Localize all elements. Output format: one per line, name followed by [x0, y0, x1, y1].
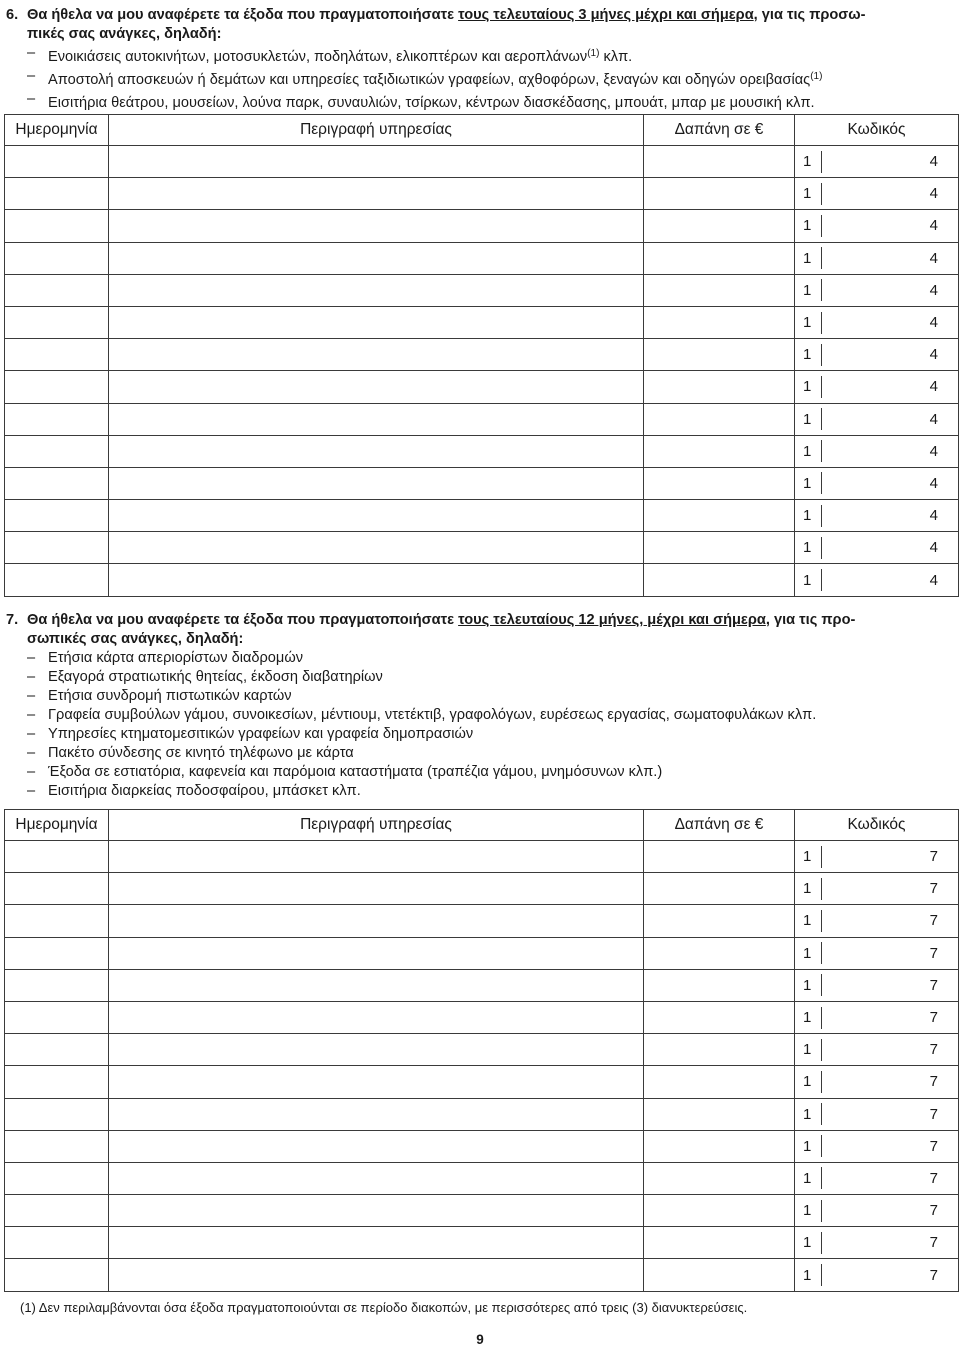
code-cell — [795, 242, 959, 274]
code-last-digit: 7 — [834, 1234, 958, 1251]
description-cell[interactable] — [109, 403, 644, 435]
list-item: – Πακέτο σύνδεσης σε κινητό τηλέφωνο με κάρτα — [27, 744, 956, 763]
list-item: – Ετήσια κάρτα απεριορίστων διαδρομών — [27, 649, 956, 668]
code-cell — [795, 435, 959, 467]
table-row — [5, 1034, 959, 1066]
code-value — [795, 307, 958, 338]
date-cell[interactable] — [5, 1162, 109, 1194]
question-7-heading — [6, 611, 956, 649]
code-last-digit: 4 — [834, 443, 958, 460]
page-number: 9 — [0, 1332, 960, 1347]
cost-cell[interactable] — [644, 242, 795, 274]
date-cell[interactable] — [5, 564, 109, 596]
table-row — [5, 532, 959, 564]
cost-cell[interactable] — [644, 371, 795, 403]
table-row — [5, 403, 959, 435]
header-cost: Δαπάνη σε € — [644, 810, 795, 841]
code-last-digit: 4 — [834, 217, 958, 234]
header-date: Ημερομηνία — [5, 115, 109, 146]
cost-cell[interactable] — [644, 1098, 795, 1130]
description-cell[interactable] — [109, 274, 644, 306]
cost-cell[interactable] — [644, 339, 795, 371]
date-cell[interactable] — [5, 435, 109, 467]
table-row — [5, 969, 959, 1001]
date-cell[interactable] — [5, 274, 109, 306]
table-row — [5, 467, 959, 499]
code-value — [795, 1227, 958, 1258]
question-6-heading — [6, 6, 956, 44]
table-row — [5, 306, 959, 338]
code-first-digit: 1 — [803, 1267, 811, 1284]
code-cell — [795, 841, 959, 873]
code-last-digit: 4 — [834, 539, 958, 556]
code-cell — [795, 532, 959, 564]
code-cell — [795, 1130, 959, 1162]
cost-cell[interactable] — [644, 564, 795, 596]
table-row — [5, 371, 959, 403]
code-last-digit: 4 — [834, 572, 958, 589]
code-first-digit: 1 — [803, 1009, 811, 1026]
date-cell[interactable] — [5, 178, 109, 210]
question-7-lead-line2: σωπικές σας ανάγκες, δηλαδή: — [6, 630, 956, 649]
code-cell — [795, 274, 959, 306]
code-cell — [795, 403, 959, 435]
date-cell[interactable] — [5, 306, 109, 338]
cost-cell[interactable] — [644, 467, 795, 499]
date-cell[interactable] — [5, 1227, 109, 1259]
code-value — [795, 371, 958, 402]
list-item: – Υπηρεσίες κτηματομεσιτικών γραφείων και γραφεία δημοπρασιών — [27, 725, 956, 744]
code-cell — [795, 937, 959, 969]
question-6-lead: Θα ήθελα να μου αναφέρετε τα έξοδα που πραγματοποιήσατε — [27, 7, 458, 23]
code-first-digit: 1 — [803, 1170, 811, 1187]
code-cell — [795, 1066, 959, 1098]
table-row — [5, 274, 959, 306]
list-item: – Εισιτήρια διαρκείας ποδοσφαίρου, μπάσκετ κλπ. — [27, 782, 956, 801]
code-value — [795, 243, 958, 274]
code-last-digit: 4 — [834, 378, 958, 395]
code-cell — [795, 210, 959, 242]
date-cell[interactable] — [5, 1001, 109, 1033]
code-last-digit: 7 — [834, 1009, 958, 1026]
code-cell — [795, 306, 959, 338]
question-6-number: 6. — [6, 6, 27, 25]
code-value — [795, 841, 958, 872]
table-row — [5, 1001, 959, 1033]
description-cell[interactable] — [109, 146, 644, 178]
list-item: – Εξαγορά στρατιωτικής θητείας, έκδοση διαβατηρίων — [27, 668, 956, 687]
date-cell[interactable] — [5, 500, 109, 532]
table-row — [5, 1259, 959, 1291]
cost-cell[interactable] — [644, 1162, 795, 1194]
code-first-digit: 1 — [803, 1106, 811, 1123]
cost-cell[interactable] — [644, 1066, 795, 1098]
question-7 — [6, 611, 956, 801]
question-6 — [6, 6, 956, 113]
code-cell — [795, 500, 959, 532]
table-row — [5, 841, 959, 873]
expenses-table-12-months — [4, 809, 959, 1292]
table-row — [5, 905, 959, 937]
code-last-digit: 4 — [834, 185, 958, 202]
code-last-digit: 7 — [834, 1073, 958, 1090]
list-item: – Αποστολή αποσκευών ή δεμάτων και υπηρεσίες ταξιδιωτικών γραφείων, αχθοφόρων, ξεναγών και οδηγών ορειβασίας$^{(1)}$ — [27, 67, 956, 90]
table-row — [5, 1195, 959, 1227]
date-cell[interactable] — [5, 1195, 109, 1227]
code-first-digit: 1 — [803, 848, 811, 865]
code-last-digit: 4 — [834, 250, 958, 267]
description-cell[interactable] — [109, 1098, 644, 1130]
cost-cell[interactable] — [644, 969, 795, 1001]
description-cell[interactable] — [109, 1227, 644, 1259]
cost-cell[interactable] — [644, 1259, 795, 1291]
table-row — [5, 339, 959, 371]
code-first-digit: 1 — [803, 912, 811, 929]
date-cell[interactable] — [5, 841, 109, 873]
code-cell — [795, 1034, 959, 1066]
code-first-digit: 1 — [803, 185, 811, 202]
description-cell[interactable] — [109, 371, 644, 403]
code-last-digit: 7 — [834, 1106, 958, 1123]
date-cell[interactable] — [5, 403, 109, 435]
date-cell[interactable] — [5, 937, 109, 969]
table-row — [5, 435, 959, 467]
code-first-digit: 1 — [803, 1202, 811, 1219]
table-row — [5, 1066, 959, 1098]
date-cell[interactable] — [5, 1034, 109, 1066]
code-value — [795, 873, 958, 904]
code-first-digit: 1 — [803, 250, 811, 267]
code-value — [795, 468, 958, 499]
description-cell[interactable] — [109, 467, 644, 499]
description-cell[interactable] — [109, 210, 644, 242]
code-value — [795, 970, 958, 1001]
cost-cell[interactable] — [644, 873, 795, 905]
description-cell[interactable] — [109, 1130, 644, 1162]
question-7-number: 7. — [6, 611, 27, 630]
header-code: Κωδικός — [795, 115, 959, 146]
description-cell[interactable] — [109, 841, 644, 873]
description-cell[interactable] — [109, 306, 644, 338]
date-cell[interactable] — [5, 969, 109, 1001]
code-cell — [795, 905, 959, 937]
table-row — [5, 178, 959, 210]
question-6-period: τους τελευταίους 3 μήνες μέχρι και σήμερα — [458, 7, 754, 23]
code-first-digit: 1 — [803, 572, 811, 589]
date-cell[interactable] — [5, 1130, 109, 1162]
code-cell — [795, 1195, 959, 1227]
description-cell[interactable] — [109, 1162, 644, 1194]
table-header-row — [5, 810, 959, 841]
cost-cell[interactable] — [644, 905, 795, 937]
header-description: Περιγραφή υπηρεσίας — [109, 810, 644, 841]
header-code: Κωδικός — [795, 810, 959, 841]
code-cell — [795, 1259, 959, 1291]
cost-cell[interactable] — [644, 1001, 795, 1033]
date-cell[interactable] — [5, 1098, 109, 1130]
description-cell[interactable] — [109, 1066, 644, 1098]
table-row — [5, 500, 959, 532]
footnote-ref: (1) — [810, 71, 822, 82]
table-row — [5, 564, 959, 596]
header-cost: Δαπάνη σε € — [644, 115, 795, 146]
code-value — [795, 1195, 958, 1226]
cost-cell[interactable] — [644, 146, 795, 178]
code-cell — [795, 339, 959, 371]
code-last-digit: 4 — [834, 346, 958, 363]
code-first-digit: 1 — [803, 411, 811, 428]
table-row — [5, 1162, 959, 1194]
code-cell — [795, 969, 959, 1001]
code-first-digit: 1 — [803, 217, 811, 234]
code-cell — [795, 564, 959, 596]
code-value — [795, 938, 958, 969]
code-value — [795, 1163, 958, 1194]
description-cell[interactable] — [109, 242, 644, 274]
cost-cell[interactable] — [644, 178, 795, 210]
code-last-digit: 7 — [834, 945, 958, 962]
cost-cell[interactable] — [644, 210, 795, 242]
description-cell[interactable] — [109, 1034, 644, 1066]
date-cell[interactable] — [5, 1259, 109, 1291]
list-item: – Εισιτήρια θεάτρου, μουσείων, λούνα παρκ, συναυλιών, τσίρκων, κέντρων διασκέδασης, μπουάτ, μπαρ με μουσική κλπ. — [27, 90, 956, 113]
code-first-digit: 1 — [803, 475, 811, 492]
code-value — [795, 146, 958, 177]
code-last-digit: 4 — [834, 507, 958, 524]
description-cell[interactable] — [109, 564, 644, 596]
cost-cell[interactable] — [644, 1130, 795, 1162]
list-item: – Ενοικιάσεις αυτοκινήτων, μοτοσυκλετών, ποδηλάτων, ελικοπτέρων και αεροπλάνων$^{(1)}$ κλπ. — [27, 44, 956, 67]
code-value — [795, 178, 958, 209]
code-cell — [795, 371, 959, 403]
code-last-digit: 4 — [834, 282, 958, 299]
list-item: – Γραφεία συμβούλων γάμου, συνοικεσίων, μέντιουμ, ντετέκτιβ, γραφολόγων, ευρέσεως εργασίας, σωματοφυλάκων κλπ. — [27, 706, 956, 725]
description-cell[interactable] — [109, 178, 644, 210]
code-value — [795, 275, 958, 306]
description-cell[interactable] — [109, 500, 644, 532]
description-cell[interactable] — [109, 1259, 644, 1291]
list-item: – Έξοδα σε εστιατόρια, καφενεία και παρόμοια καταστήματα (τραπέζια γάμου, μνημόσυνων κλπ.) — [27, 763, 956, 782]
code-first-digit: 1 — [803, 507, 811, 524]
code-last-digit: 4 — [834, 153, 958, 170]
question-7-lead-end: , για τις προ- — [766, 612, 856, 628]
code-value — [795, 1131, 958, 1162]
code-value — [795, 1034, 958, 1065]
cost-cell[interactable] — [644, 500, 795, 532]
code-last-digit: 7 — [834, 1138, 958, 1155]
question-6-list — [6, 44, 956, 113]
list-item: – Ετήσια συνδρομή πιστωτικών καρτών — [27, 687, 956, 706]
cost-cell[interactable] — [644, 306, 795, 338]
date-cell[interactable] — [5, 146, 109, 178]
code-first-digit: 1 — [803, 443, 811, 460]
description-cell[interactable] — [109, 1195, 644, 1227]
code-first-digit: 1 — [803, 1234, 811, 1251]
code-first-digit: 1 — [803, 314, 811, 331]
code-value — [795, 564, 958, 595]
code-value — [795, 500, 958, 531]
code-cell — [795, 467, 959, 499]
table-row — [5, 146, 959, 178]
cost-cell[interactable] — [644, 937, 795, 969]
table-row — [5, 873, 959, 905]
code-first-digit: 1 — [803, 880, 811, 897]
header-date: Ημερομηνία — [5, 810, 109, 841]
description-cell[interactable] — [109, 905, 644, 937]
code-first-digit: 1 — [803, 378, 811, 395]
code-value — [795, 1099, 958, 1130]
date-cell[interactable] — [5, 242, 109, 274]
code-value — [795, 436, 958, 467]
table-row — [5, 1098, 959, 1130]
code-value — [795, 339, 958, 370]
description-cell[interactable] — [109, 1001, 644, 1033]
date-cell[interactable] — [5, 1066, 109, 1098]
code-first-digit: 1 — [803, 977, 811, 994]
code-last-digit: 7 — [834, 848, 958, 865]
code-last-digit: 7 — [834, 1170, 958, 1187]
code-last-digit: 7 — [834, 977, 958, 994]
cost-cell[interactable] — [644, 1034, 795, 1066]
table-row — [5, 937, 959, 969]
table-row — [5, 1227, 959, 1259]
date-cell[interactable] — [5, 210, 109, 242]
code-first-digit: 1 — [803, 945, 811, 962]
cost-cell[interactable] — [644, 435, 795, 467]
code-first-digit: 1 — [803, 346, 811, 363]
question-6-lead-end: , για τις προσω- — [754, 7, 866, 23]
cost-cell[interactable] — [644, 274, 795, 306]
code-value — [795, 210, 958, 241]
description-cell[interactable] — [109, 339, 644, 371]
code-last-digit: 7 — [834, 1267, 958, 1284]
description-cell[interactable] — [109, 937, 644, 969]
code-cell — [795, 873, 959, 905]
code-first-digit: 1 — [803, 1138, 811, 1155]
code-value — [795, 404, 958, 435]
expenses-table-3-months — [4, 114, 959, 597]
code-value — [795, 1066, 958, 1097]
code-last-digit: 4 — [834, 314, 958, 331]
description-cell[interactable] — [109, 532, 644, 564]
code-first-digit: 1 — [803, 539, 811, 556]
table-header-row — [5, 115, 959, 146]
code-last-digit: 7 — [834, 1202, 958, 1219]
code-first-digit: 1 — [803, 282, 811, 299]
table-row — [5, 242, 959, 274]
code-value — [795, 532, 958, 563]
table-row — [5, 1130, 959, 1162]
footnote-ref: (1) — [587, 48, 599, 59]
question-7-list — [6, 649, 956, 801]
cost-cell[interactable] — [644, 1195, 795, 1227]
description-cell[interactable] — [109, 873, 644, 905]
date-cell[interactable] — [5, 467, 109, 499]
code-last-digit: 7 — [834, 1041, 958, 1058]
code-cell — [795, 178, 959, 210]
code-cell — [795, 1098, 959, 1130]
code-first-digit: 1 — [803, 1041, 811, 1058]
description-cell[interactable] — [109, 969, 644, 1001]
code-value — [795, 1259, 958, 1290]
date-cell[interactable] — [5, 339, 109, 371]
code-value — [795, 905, 958, 936]
code-first-digit: 1 — [803, 153, 811, 170]
date-cell[interactable] — [5, 532, 109, 564]
code-last-digit: 7 — [834, 912, 958, 929]
cost-cell[interactable] — [644, 1227, 795, 1259]
code-cell — [795, 1227, 959, 1259]
date-cell[interactable] — [5, 905, 109, 937]
date-cell[interactable] — [5, 371, 109, 403]
footnote: (1) Δεν περιλαμβάνονται όσα έξοδα πραγματοποιούνται σε περίοδο διακοπών, με περισσότερες από τρεις (3) διανυκτερεύσεις. — [20, 1300, 747, 1315]
date-cell[interactable] — [5, 873, 109, 905]
cost-cell[interactable] — [644, 403, 795, 435]
table-row — [5, 210, 959, 242]
question-7-lead: Θα ήθελα να μου αναφέρετε τα έξοδα που πραγματοποιήσατε — [27, 612, 458, 628]
code-cell — [795, 1162, 959, 1194]
code-cell — [795, 1001, 959, 1033]
code-last-digit: 4 — [834, 475, 958, 492]
cost-cell[interactable] — [644, 532, 795, 564]
header-description: Περιγραφή υπηρεσίας — [109, 115, 644, 146]
description-cell[interactable] — [109, 435, 644, 467]
question-7-period: τους τελευταίους 12 μήνες, μέχρι και σήμερα — [458, 612, 766, 628]
code-first-digit: 1 — [803, 1073, 811, 1090]
question-6-lead-line2: πικές σας ανάγκες, δηλαδή: — [6, 25, 956, 44]
code-last-digit: 7 — [834, 880, 958, 897]
code-last-digit: 4 — [834, 411, 958, 428]
code-value — [795, 1002, 958, 1033]
code-cell — [795, 146, 959, 178]
cost-cell[interactable] — [644, 841, 795, 873]
